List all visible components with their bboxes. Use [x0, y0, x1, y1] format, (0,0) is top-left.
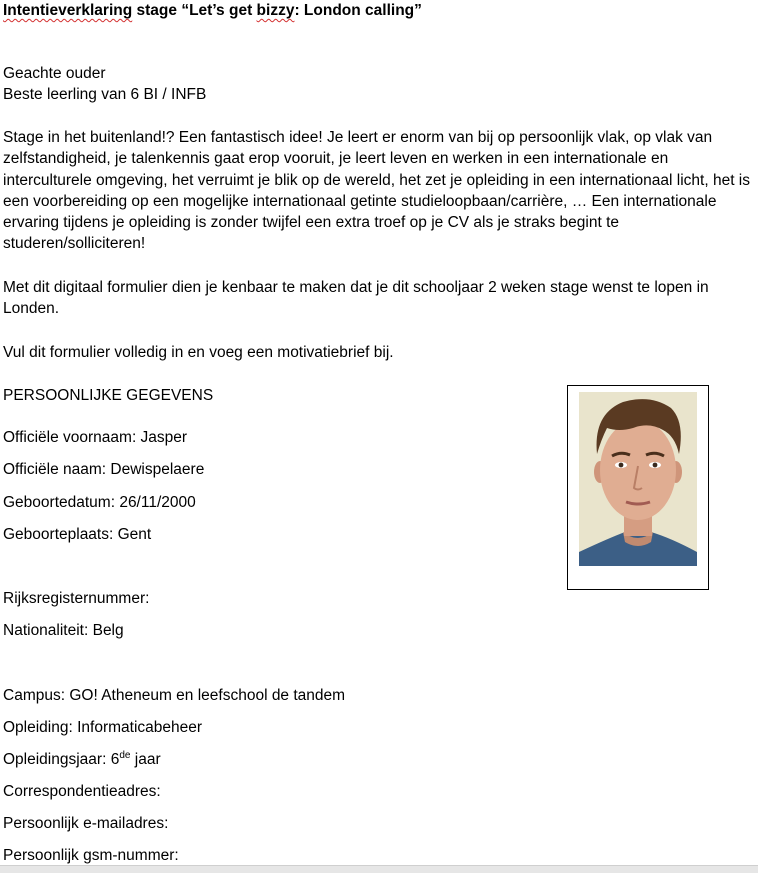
education-year-sup: de — [119, 750, 131, 761]
field-nationality: Nationaliteit: Belg — [3, 622, 124, 639]
field-last-name: Officiële naam: Dewispelaere — [3, 461, 205, 478]
title-word-intentieverklaring: Intentieverklaring — [3, 2, 133, 19]
document-title — [3, 0, 422, 21]
education-year-suffix: jaar — [130, 751, 161, 768]
form-paragraph: Met dit digitaal formulier dien je kenbaar te maken dat je dit schooljaar 2 weken stage wenst te lopen in Londen. — [3, 279, 709, 318]
title-end: : London calling” — [294, 2, 422, 19]
student-portrait-icon — [579, 392, 697, 566]
salutation-parent: Geachte ouder — [3, 65, 106, 82]
field-address: Correspondentieadres: — [3, 783, 161, 800]
field-birth-place: Geboorteplaats: Gent — [3, 526, 152, 543]
field-national-number: Rijksregisternummer: — [3, 590, 150, 607]
field-education: Opleiding: Informaticabeheer — [3, 719, 203, 736]
instruction-text: Vul dit formulier volledig in en voeg een motivatiebrief bij. — [3, 344, 394, 361]
title-middle: stage “Let’s get — [132, 2, 257, 19]
field-email: Persoonlijk e-mailadres: — [3, 815, 169, 832]
field-education-year — [3, 749, 161, 770]
education-year-label: Opleidingsjaar: 6 — [3, 751, 120, 768]
section-heading: PERSOONLIJKE GEGEVENS — [3, 387, 214, 404]
title-word-bizzy: bizzy — [256, 2, 295, 19]
field-birth-date: Geboortedatum: 26/11/2000 — [3, 494, 196, 511]
field-first-name: Officiële voornaam: Jasper — [3, 429, 188, 446]
salutation-student: Beste leerling van 6 BI / INFB — [3, 86, 207, 103]
field-campus: Campus: GO! Atheneum en leefschool de tandem — [3, 687, 346, 704]
photo-frame — [567, 385, 709, 590]
field-phone: Persoonlijk gsm-nummer: — [3, 847, 179, 864]
intro-paragraph: Stage in het buitenland!? Een fantastisch idee! Je leert er enorm van bij op persoonlijk vlak, op vlak van zelfstandigheid, je talenkennis gaat erop vooruit, je leert leven en werken in een internationale en interculturele omgeving, het verruimt je blik op de wereld, het zet je opleiding in een internationaal licht, het is een voorbereiding op een mogelijke internationaal getinte studieloopbaan/carrière, … Een internationale ervaring tijdens je opleiding is zonder twijfel een extra troef op je CV als je straks begint te studeren/solliciteren! — [3, 129, 751, 253]
